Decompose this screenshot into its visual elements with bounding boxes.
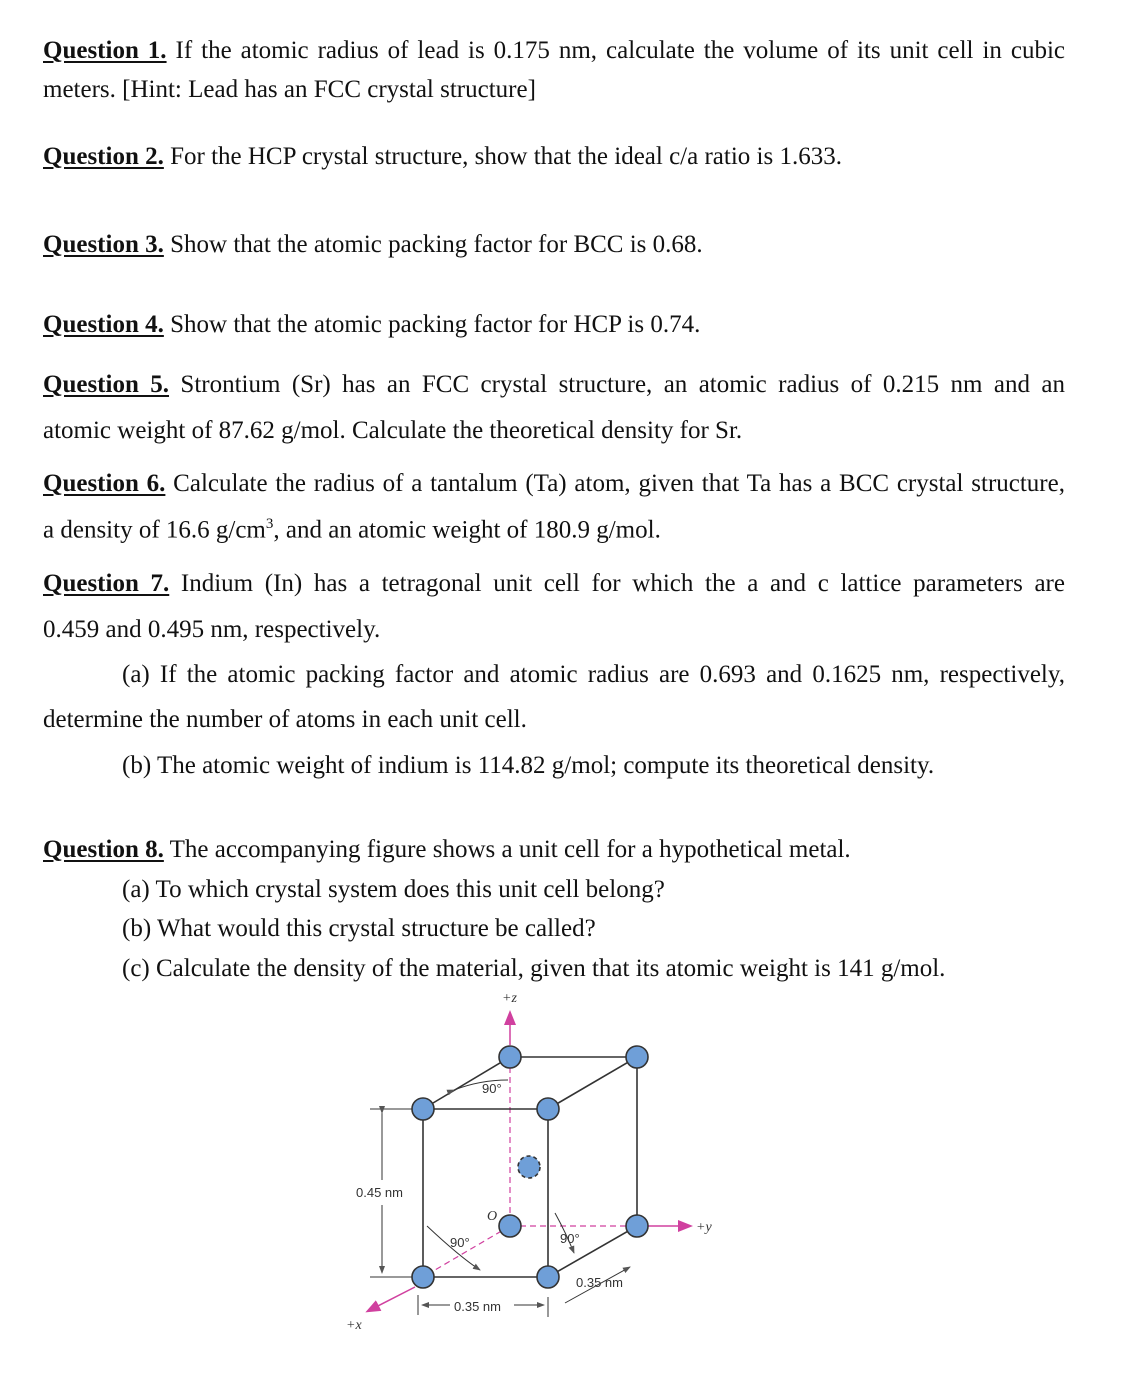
question-1-text: If the atomic radius of lead is 0.175 nm, calculate the volume of its unit cell in cubic [166,37,1065,64]
question-2 [43,142,842,172]
question-7-part-b: (b) The atomic weight of indium is 114.82 g/mol; compute its theoretical density. [122,752,935,779]
z-axis-label: +z [502,991,517,1006]
question-6-label: Question 6. [43,470,166,497]
atom-corner-bottom-back-right [626,1215,648,1237]
angle-left-label: 90° [450,1235,470,1250]
question-1-line-2: meters. [Hint: Lead has an FCC crystal structure] [43,76,536,103]
question-4-text: Show that the atomic packing factor for HCP is 0.74. [163,311,701,338]
height-label: 0.45 nm [356,1185,403,1200]
question-2-text: For the HCP crystal structure, show that the ideal c/a ratio is 1.633. [163,143,842,170]
question-3-label: Question 3. [43,231,164,258]
angle-right-label: 90° [560,1231,580,1246]
question-6-line-1 [43,469,1065,499]
question-5-line-1 [43,370,1065,400]
question-4-label: Question 4. [43,311,164,338]
question-2-label: Question 2. [43,143,164,170]
width-label: 0.35 nm [454,1299,501,1314]
atom-corner-top-back-left [499,1046,521,1068]
question-5-line-2: atomic weight of 87.62 g/mol. Calculate the theoretical density for Sr. [43,417,743,444]
question-6-weight: , and an atomic weight of 180.9 g/mol. [273,516,661,544]
atom-corner-top-front-left [412,1098,434,1120]
question-7-part-a-line-1: (a) If the atomic packing factor and atomic radius are 0.693 and 0.1625 nm, respectively, [122,661,1065,688]
unit-cell-figure [330,985,750,1345]
question-7-line-1 [43,569,1065,599]
question-7-part-a-line-2: determine the number of atoms in each unit cell. [43,706,527,733]
question-6-superscript: 3 [265,516,274,532]
angle-top-label: 90° [482,1081,502,1096]
atom-corner-bottom-front-left [412,1266,434,1288]
question-6-density: a density of 16.6 g/cm [43,516,266,544]
question-6-text: Calculate the radius of a tantalum (Ta) atom, given that Ta has a BCC crystal structure, [165,470,1065,497]
depth-label: 0.35 nm [576,1275,623,1290]
question-7-line-2: 0.459 and 0.495 nm, respectively. [43,616,381,643]
question-3-text: Show that the atomic packing factor for BCC is 0.68. [163,231,703,258]
question-8-label: Question 8. [43,836,164,863]
question-7-text: Indium (In) has a tetragonal unit cell for which the a and c lattice parameters are [169,570,1065,597]
atom-corner-bottom-front-right [537,1266,559,1288]
question-8-part-b: (b) What would this crystal structure be called? [122,915,596,942]
question-5-text: Strontium (Sr) has an FCC crystal structure, an atomic radius of 0.215 nm and an [169,371,1065,398]
question-8-text: The accompanying figure shows a unit cell for a hypothetical metal. [163,836,851,863]
atom-corner-bottom-back-left [499,1215,521,1237]
x-axis [368,1287,415,1311]
atom-corner-top-back-right [626,1046,648,1068]
atom-body-center [518,1156,540,1178]
y-axis-label: +y [696,1220,712,1235]
question-8-part-c: (c) Calculate the density of the material, given that its atomic weight is 141 g/mol. [122,955,946,982]
question-7-label: Question 7. [43,570,170,597]
origin-label: O [487,1209,498,1224]
question-5-label: Question 5. [43,371,170,398]
question-8 [43,835,851,865]
question-1-line-1 [43,36,1065,66]
question-4 [43,310,700,340]
question-3 [43,230,703,260]
atom-corner-top-front-right [537,1098,559,1120]
question-1-label: Question 1. [43,37,167,64]
question-6-line-2 [43,509,661,545]
x-axis-label: +x [346,1318,362,1333]
question-8-part-a: (a) To which crystal system does this unit cell belong? [122,876,665,903]
